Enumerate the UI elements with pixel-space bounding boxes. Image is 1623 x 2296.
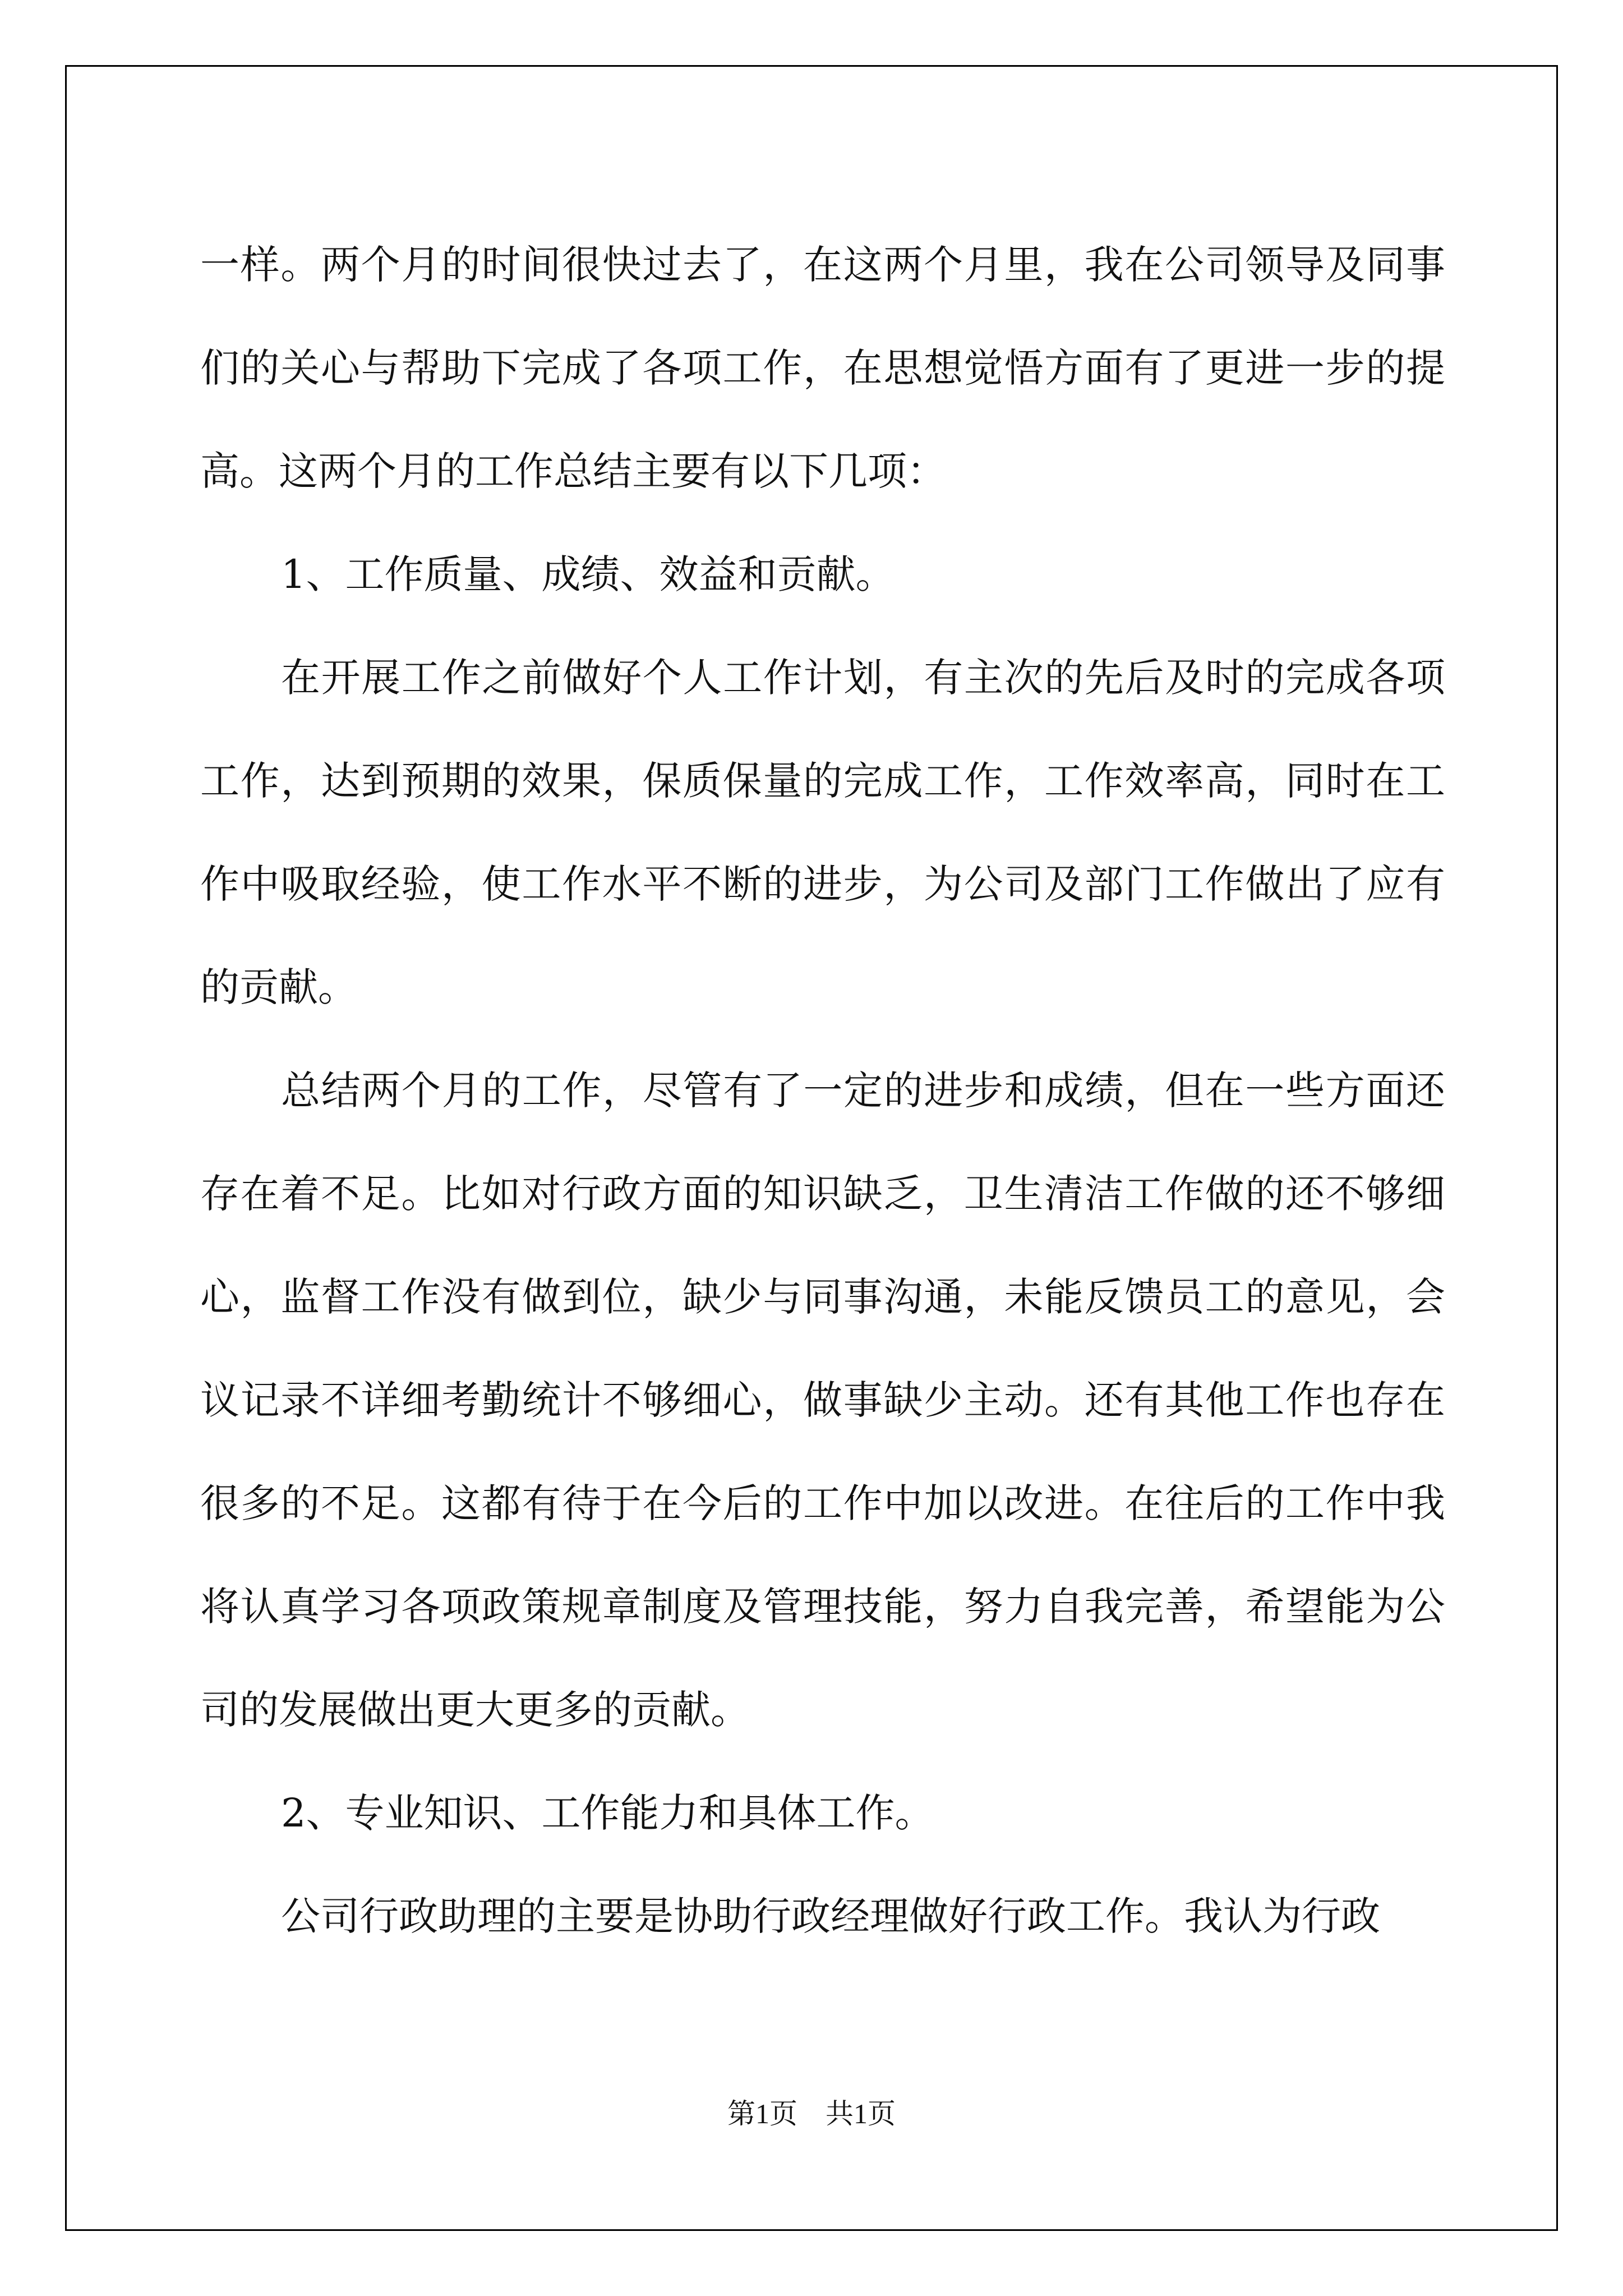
page-number-footer: 第1页 共1页 <box>727 2098 896 2129</box>
document-body <box>200 213 1445 1968</box>
paragraph-2: 在开展工作之前做好个人工作计划，有主次的先后及时的完成各项工作，达到预期的效果，保质保量的完成工作，工作效率高，同时在工作中吸取经验，使工作水平不断的进步，为公司及部门工作做出了应有的贡献。 <box>200 655 1445 1010</box>
paragraph-3: 总结两个月的工作，尽管有了一定的进步和成绩，但在一些方面还存在着不足。比如对行政方面的知识缺乏，卫生清洁工作做的还不够细心，监督工作没有做到位，缺少与同事沟通，未能反馈员工的意见，会议记录不详细考勤统计不够细心，做事缺少主动。还有其他工作也存在很多的不足。这都有待于在今后的工作中加以改进。在往后的工作中我将认真学习各项政策规章制度及管理技能，努力自我完善，希望能为公司的发展做出更大更多的贡献。 <box>200 1068 1445 1733</box>
paragraph-1: 一样。两个月的时间很快过去了，在这两个月里，我在公司领导及同事们的关心与帮助下完成了各项工作，在思想觉悟方面有了更进一步的提高。这两个月的工作总结主要有以下几项： <box>200 242 1445 494</box>
section-heading-1: 1、工作质量、成绩、效益和贡献。 <box>281 551 895 597</box>
section-heading-2: 2、专业知识、工作能力和具体工作。 <box>281 1790 934 1836</box>
paragraph-4: 公司行政助理的主要是协助行政经理做好行政工作。我认为行政 <box>281 1893 1380 1939</box>
